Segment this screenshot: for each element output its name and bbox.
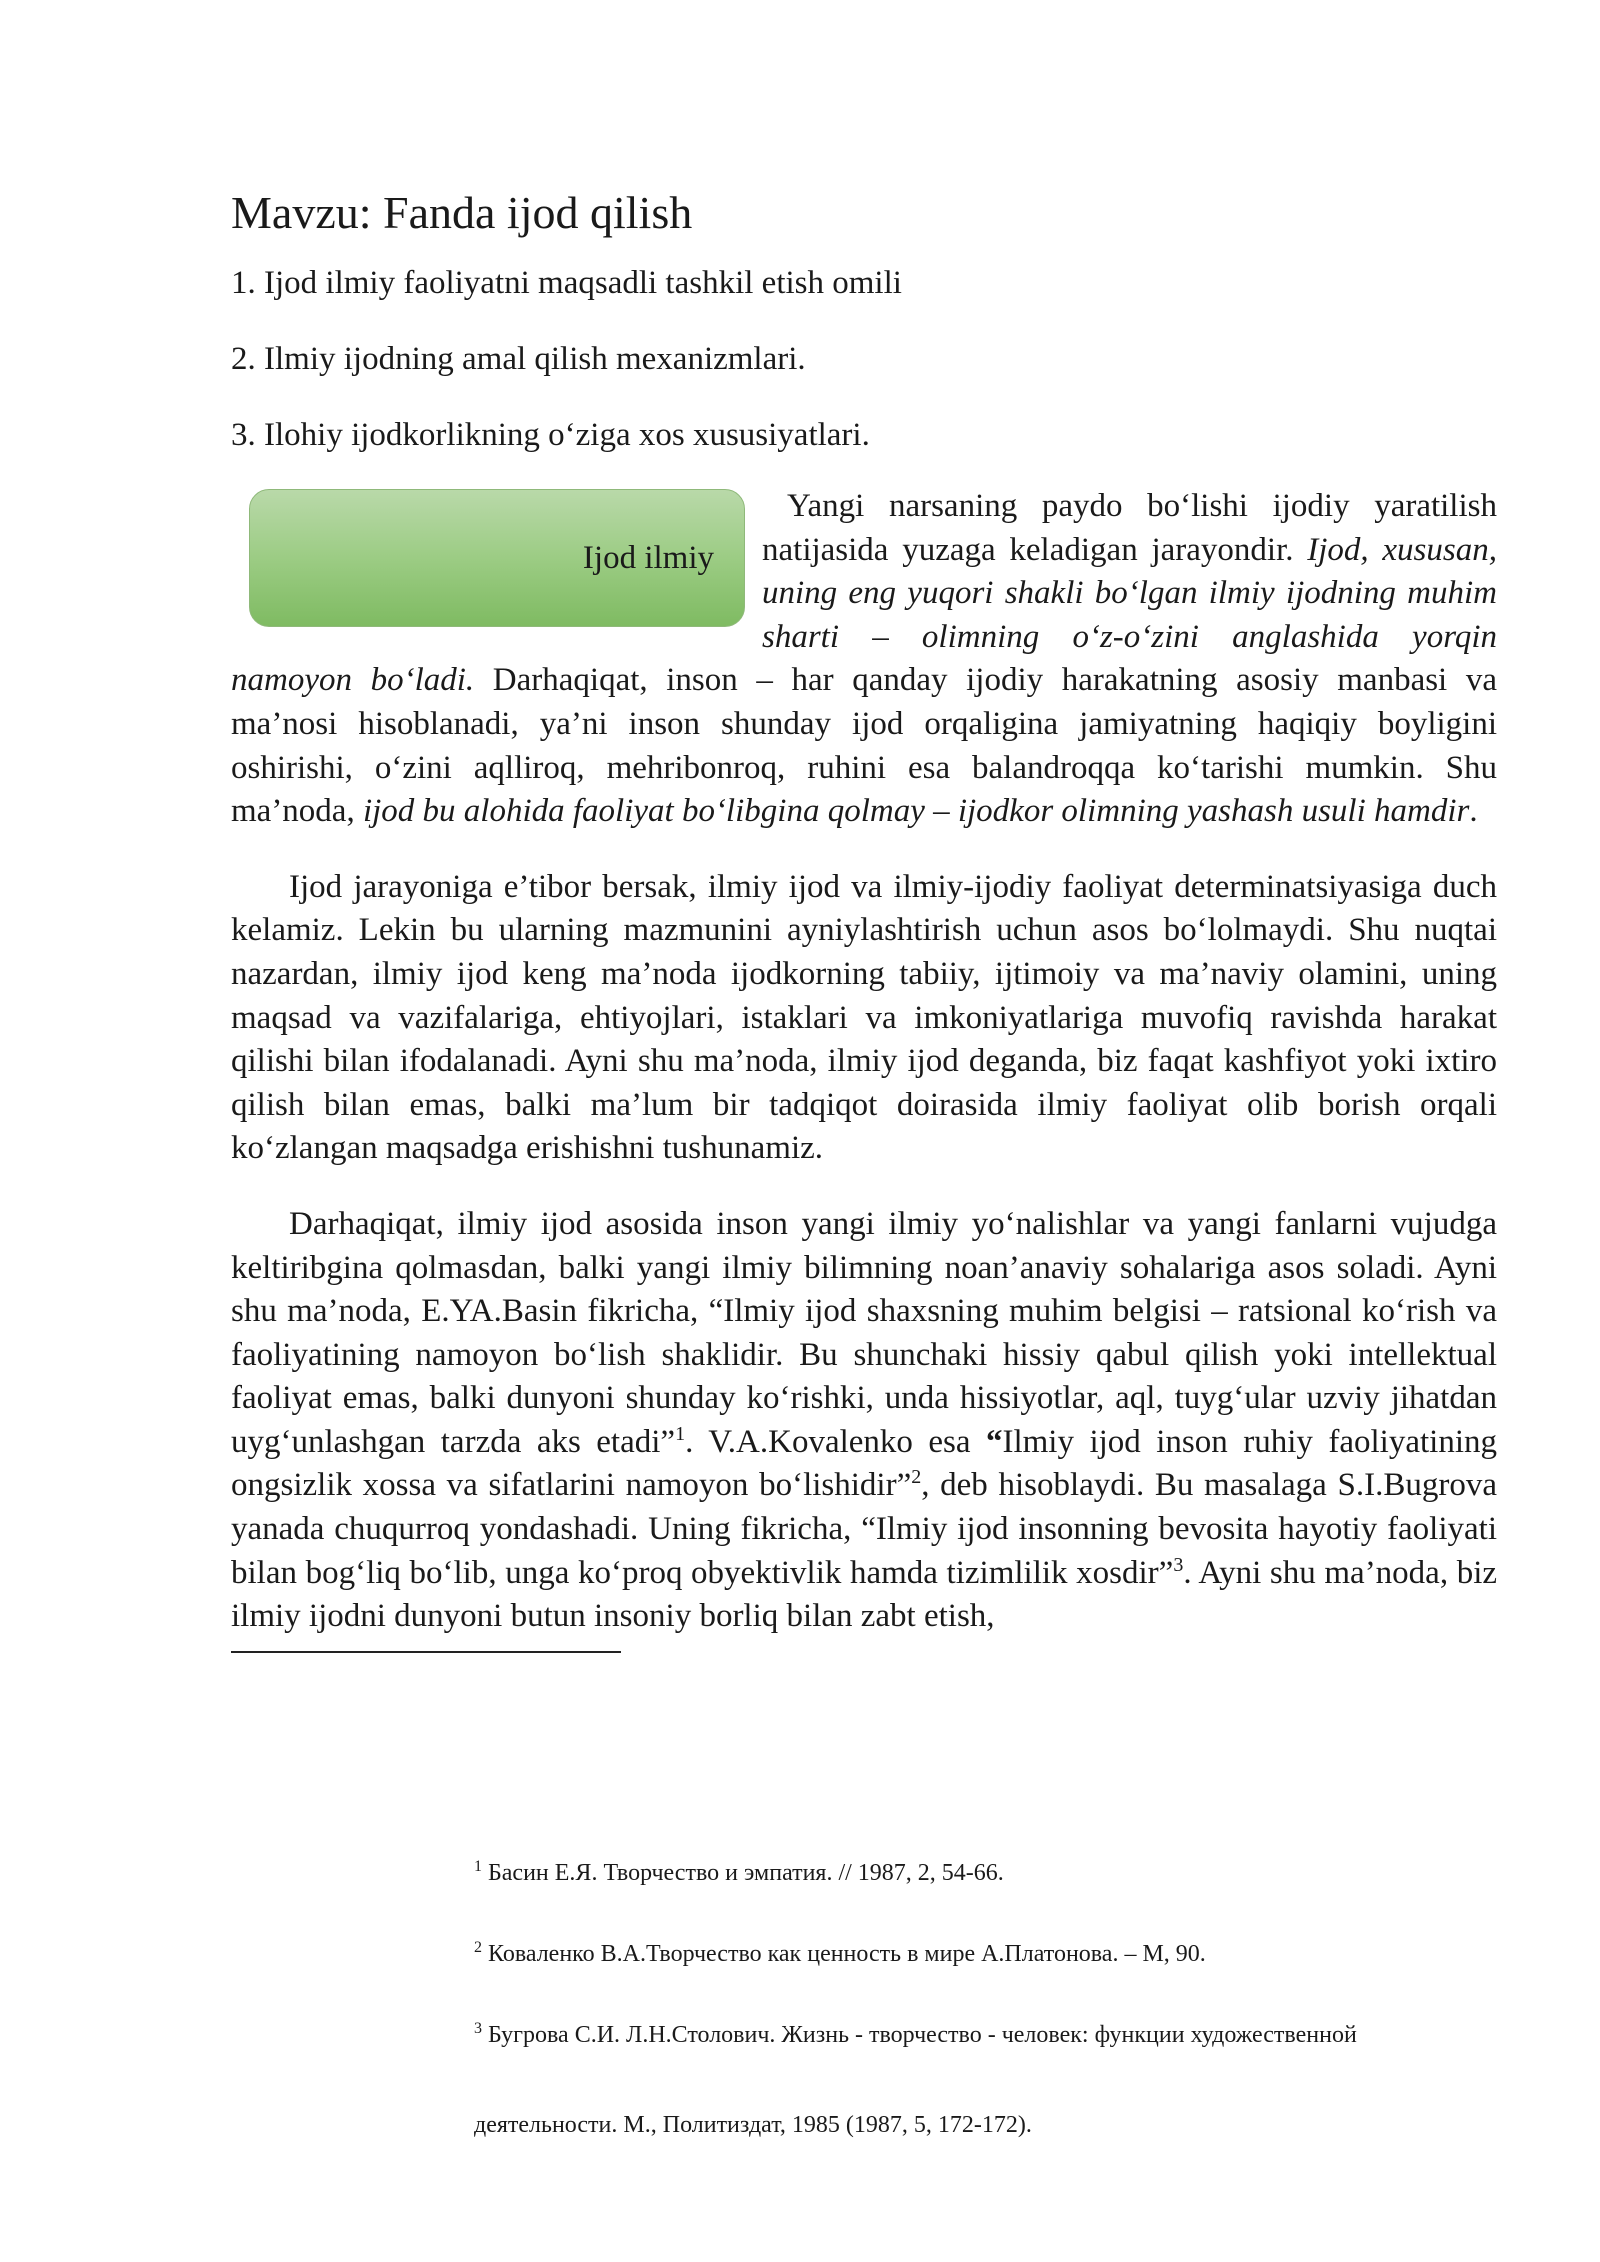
p3-text-a: Darhaqiqat, ilmiy ijod asosida inson yangi ilmiy yo‘nalishlar va yangi fanlarni vujudga keltiribgina qolmasdan, balki yangi ilmiy bilimning noan’anaviy sohalariga asos soladi. Ayni shu ma’noda, E.YA.Basin fikricha, “Ilmiy ijod shaxsning muhim belgisi – ratsional ko‘rish va faoliyatining namoyon bo‘lish shaklidir. Bu shunchaki hissiy qabul qilish yoki intellektual faoliyat emas, balki dunyoni shunday ko‘rishki, unda hissiyotlar, aql, tuyg‘ular uzviy jihatdan uyg‘unlashgan tarzda aks etadi” [231,1205,1497,1460]
footnote-text-3: Бугрова С.И. Л.Н.Столович. Жизнь - творчество - человек: функции художественной [482,2022,1357,2048]
p1-text-e: . [1469,793,1478,830]
paragraph-3 [231,1203,1497,1639]
p3-text-c: Ilmiy ijod inson ruhiy faoliyatining ongsizlik xossa va sifatlarini namoyon bo‘lishidir” [231,1423,1497,1504]
p1-text-a: Yangi narsaning paydo bo‘lishi ijodiy yaratilish natijasida yuzaga keladigan jarayondir. [762,488,1497,568]
paragraph-1 [231,485,1497,834]
footnote-ref-1[interactable]: 1 [675,1422,686,1445]
p1-text-c: Darhaqiqat, inson – har qanday ijodiy harakatning asosiy manbasi va ma’nosi hisoblanadi, ya’ni inson shunday ijod orqaligina jamiyatning haqiqiy boyligini oshirishi, o‘zini aqlliroq, mehribonroq, ruhini esa balandroqqa ko‘tarishi mumkin. Shu ma’noda, [231,662,1497,830]
footnotes [474,1858,1497,2164]
footnote-mark-1: 1 [474,1858,482,1875]
page-title: Mavzu: Fanda ijod qilish [231,187,693,238]
p3-text-e: . Ayni shu ma’noda, biz ilmiy ijodni dunyoni butun insoniy borliq bilan zabt etish, [231,1554,1498,1635]
p3-text-b: . V.A.Kovalenko esa [685,1423,986,1460]
p1-italic-d: ijod bu alohida faoliyat bo‘libgina qolmay – ijodkor olimning yashash usuli hamdir [362,793,1470,830]
footnote-ref-2[interactable]: 2 [911,1466,922,1489]
footnote-text-2: Коваленко В.А.Творчество как ценность в мире А.Платонова. – М, 90. [482,1941,1206,1967]
footnote-2 [474,1939,1497,1969]
footnote-separator [231,1651,621,1653]
p1-italic-b: Ijod, xususan, uning eng yuqori shakli bo‘lgan ilmiy ijodning muhim sharti – olimning o‘z-o‘zini anglashida yorqin namoyon bo‘ladi. [231,531,1497,699]
footnote-mark-2: 2 [474,1939,482,1956]
callout-label: Ijod ilmiy [582,540,714,576]
paragraph-2: Ijod jarayoniga e’tibor bersak, ilmiy ijod va ilmiy-ijodiy faoliyat determinatsiyasiga duch kelamiz. Lekin bu ularning mazmunini ayniylashtirish uchun asos bo‘lolmaydi. Shu nuqtai nazardan, ilmiy ijod keng ma’noda ijodkorning tabiiy, ijtimoiy va ma’naviy olamini, uning maqsad va vazifalariga, ehtiyojlari, istaklari va imkoniyatlariga muvofiq ravishda harakat qilishi bilan ifodalanadi. Ayni shu ma’noda, ilmiy ijod deganda, biz faqat kashfiyot yoki ixtiro qilish bilan emas, balki ma’lum bir tadqiqot doirasida ilmiy faoliyat olib borish orqali ko‘zlangan maqsadga erishishni tushunamiz. [231,868,1497,1167]
footnote-3-continuation: деятельности. М., Политиздат, 1985 (1987, 5, 172-172). [474,2112,1032,2138]
plan-item-3: 3. Ilohiy ijodkorlikning o‘ziga xos xususiyatlari. [231,417,870,453]
footnote-mark-3: 3 [474,2020,482,2037]
footnote-3 [474,2020,1497,2050]
plan-item-2: 2. Ilmiy ijodning amal qilish mexanizmlari. [231,341,806,377]
footnote-ref-3[interactable]: 3 [1173,1553,1184,1576]
plan-item-1: 1. Ijod ilmiy faoliyatni maqsadli tashkil etish omili [231,265,902,301]
p3-text-d: , deb hisoblaydi. Bu masalaga S.I.Bugrova yanada chuqurroq yondashadi. Uning fikricha, “Ilmiy ijod insonning bevosita hayotiy faoliyati bilan bog‘liq bo‘lib, unga ko‘proq obyektivlik hamda tizimlilik xosdir” [231,1467,1497,1591]
p3-bold-quote: “ [985,1423,1003,1460]
callout-box [249,489,745,627]
footnote-text-1: Басин Е.Я. Творчество и эмпатия. // 1987, 2, 54-66. [482,1860,1004,1886]
footnote-1 [474,1858,1497,1888]
document-page [231,185,1497,1653]
